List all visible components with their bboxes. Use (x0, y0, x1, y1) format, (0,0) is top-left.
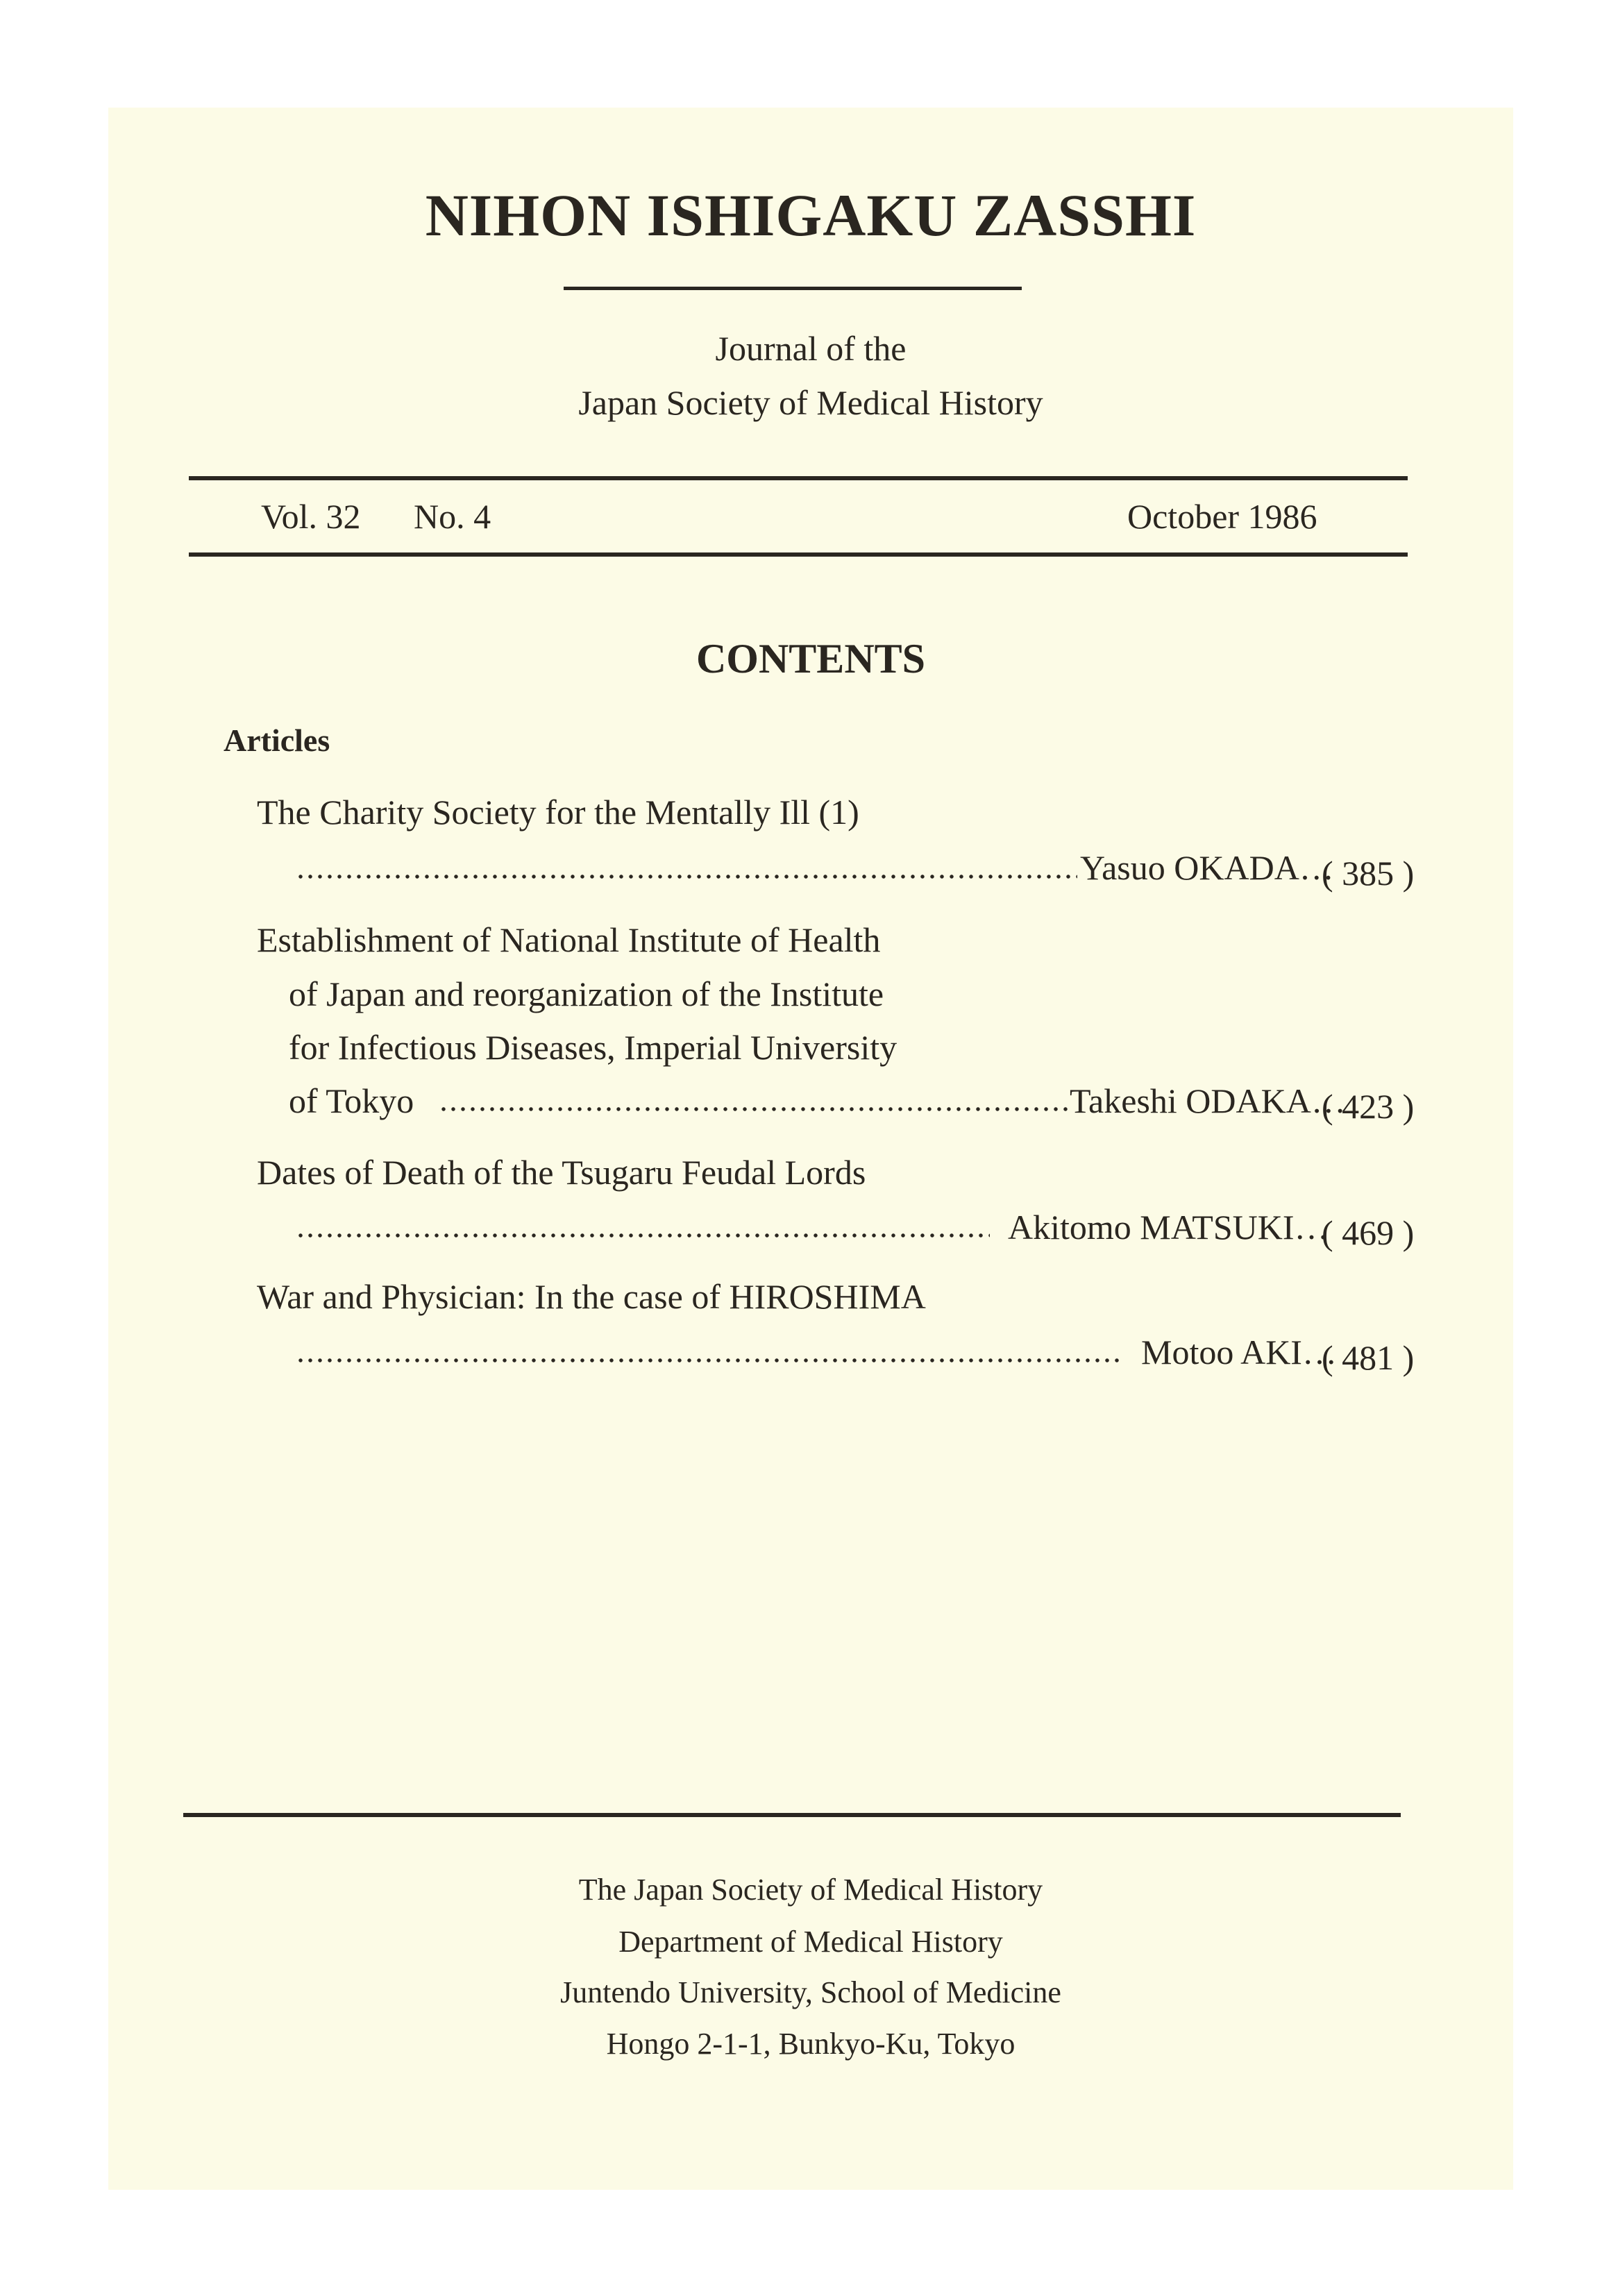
article-1-title: The Charity Society for the Mentally Ill (1) (257, 793, 859, 832)
journal-subtitle-line-1: Journal of the (715, 329, 907, 368)
publisher-line-4: Hongo 2-1-1, Bunkyo-Ku, Tokyo (606, 2027, 1016, 2061)
title-underline (564, 287, 1022, 290)
contents-heading: CONTENTS (696, 636, 926, 682)
article-3-leader-dots (296, 1229, 990, 1242)
article-3-author: Akitomo MATSUKI… (1008, 1208, 1329, 1247)
article-4-author: Motoo AKI… (1141, 1333, 1337, 1371)
article-1-page: ( 385 ) (1322, 854, 1415, 893)
articles-section-heading: Articles (224, 723, 330, 758)
article-2-title-line-4: of Tokyo (289, 1081, 414, 1120)
article-2-author: Takeshi ODAKA… (1070, 1081, 1346, 1120)
article-4-leader-dots (296, 1353, 1122, 1367)
article-1-author: Yasuo OKADA… (1080, 848, 1334, 887)
article-1-leader-dots (296, 870, 1077, 884)
article-2-page: ( 423 ) (1322, 1087, 1415, 1126)
issue-volume: Vol. 32 (261, 497, 361, 536)
article-3-page: ( 469 ) (1322, 1213, 1415, 1252)
publisher-line-1: The Japan Society of Medical History (578, 1873, 1043, 1907)
journal-subtitle-line-2: Japan Society of Medical History (578, 383, 1043, 422)
article-2-title-line-3: for Infectious Diseases, Imperial University (289, 1028, 898, 1067)
article-4-page: ( 481 ) (1322, 1338, 1415, 1377)
article-4-title: War and Physician: In the case of HIROSHIMA (257, 1277, 926, 1316)
issue-top-rule (189, 476, 1408, 480)
issue-number: No. 4 (414, 497, 491, 536)
article-2-leader-dots (439, 1102, 1069, 1116)
issue-date: October 1986 (1127, 497, 1317, 536)
article-2-title-line-2: of Japan and reorganization of the Institute (289, 974, 884, 1013)
journal-title: NIHON ISHIGAKU ZASSHI (425, 182, 1197, 248)
publisher-line-2: Department of Medical History (618, 1925, 1003, 1959)
footer-rule (183, 1813, 1401, 1817)
article-2-title-line-1: Establishment of National Institute of Health (257, 920, 881, 959)
article-3-title: Dates of Death of the Tsugaru Feudal Lords (257, 1153, 866, 1192)
publisher-line-3: Juntendo University, School of Medicine (560, 1975, 1061, 2009)
journal-cover-page (108, 108, 1513, 2190)
issue-bottom-rule (189, 552, 1408, 557)
